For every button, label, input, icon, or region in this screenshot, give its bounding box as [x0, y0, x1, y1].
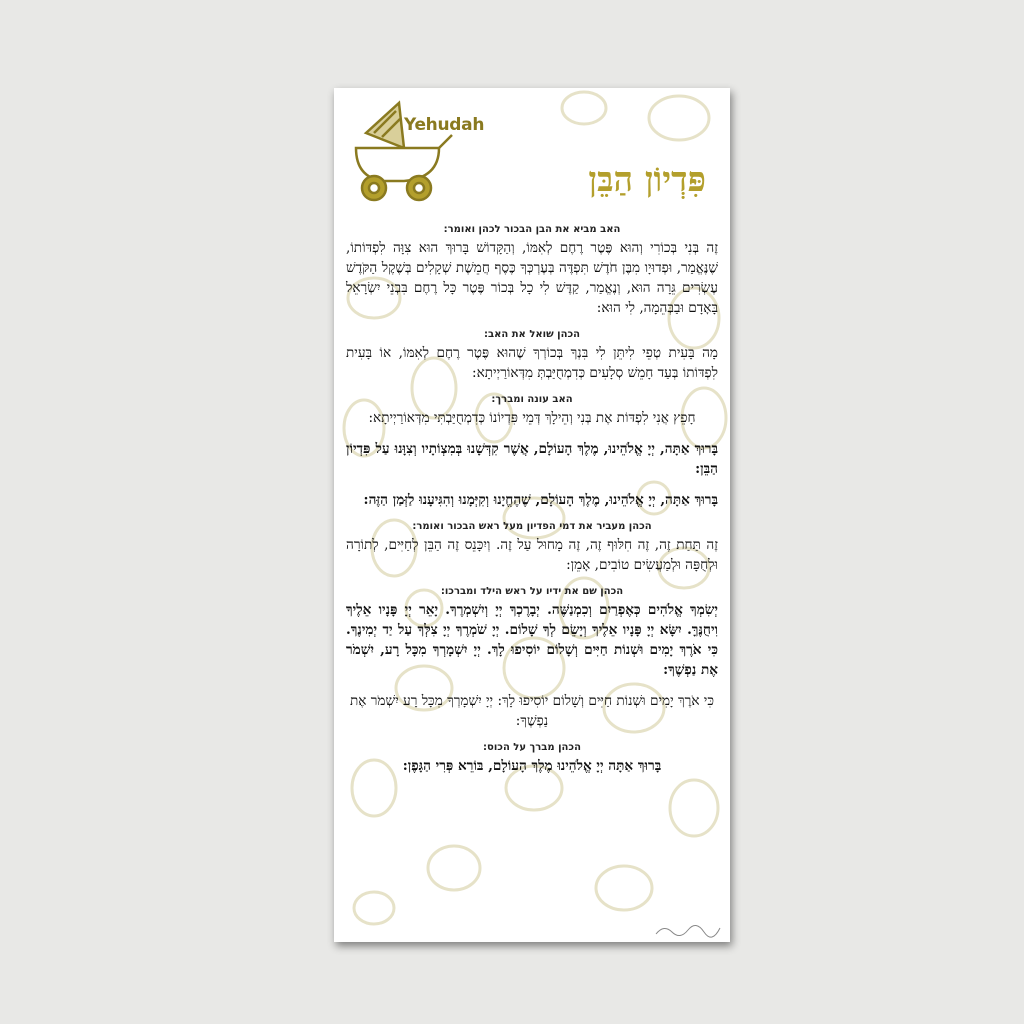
- baby-carriage-icon: [344, 93, 454, 203]
- page-title: פִּדְיוֹן הַבֵּן: [588, 160, 706, 200]
- instruction-label: הכהן שואל את האב:: [484, 329, 580, 340]
- ceremony-text: [346, 224, 718, 787]
- bris-card: [334, 88, 730, 942]
- card-header: [334, 88, 730, 218]
- blessing-text: בָּרוּךְ אַתָּה, יְיָ אֱלֹהֵינוּ, מֶלֶךְ הָעוֹלָם, אֲשֶׁר קִדְּשָׁנוּ בְּמִצְוֹתָיו וְצִוָּנוּ עַל פִּדְיוֹן הַבֵּן:: [346, 441, 718, 477]
- brand-name: Yehudah: [404, 115, 485, 135]
- instruction-label: האב עונה ומברך:: [491, 394, 573, 405]
- instruction-label: הכהן מעביר את דמי הפדיון מעל ראש הבכור ואומר:: [412, 521, 652, 532]
- designer-logo: [654, 922, 724, 938]
- blessing-text: מָה בָּעִית טְפֵי לִיתֵּן לִי בִּנְךָ בְּכוֹרְךָ שֶׁהוּא פֶּטֶר רֶחֶם לְאִמּוֹ, אוֹ בָּעִית לִפְדּוֹתוֹ בְּעַד חָמֵשׁ סְלָעִים כְּדִמְחֻיַּבְתְּ מִדְּאוֹרַיְיתָא:: [346, 345, 718, 381]
- instruction-label: האב מביא את הבן הבכור לכהן ואומר:: [443, 224, 621, 235]
- blessing-text: יְשִׂמְךָ אֱלֹהִים כְּאֶפְרַיִם וְכִמְנַשֶּׁה. יְבָרֶכְךָ יְיָ וְיִשְׁמְרֶךָ. יָאֵר יְיָ פָּנָיו אֵלֶיךָ וִיחֻנֶּךָּ. יִשָּׂא יְיָ פָּנָיו אֵלֶיךָ וְיָשֵׂם לְךָ שָׁלוֹם. יְיָ שֹׁמְרֶךָ יְיָ צִלְּךָ עַל יַד יְמִינֶךָ. כִּי אֹרֶךְ יָמִים וּשְׁנוֹת חַיִּים וְשָׁלוֹם יוֹסִיפוּ לָךְ. יְיָ יִשְׁמָרְךָ מִכָּל רָע, יִשְׁמֹר אֶת נַפְשֶׁךָ:: [346, 602, 718, 678]
- blessing-text: כִּי אֹרֶךְ יָמִים וּשְׁנוֹת חַיִּים וְשָׁלוֹם יוֹסִיפוּ לָךְ: יְיָ יִשְׁמָרְךָ מִכָּל רָע יִשְׁמֹר אֶת נַפְשֶׁךָ:: [349, 693, 715, 729]
- blessing-text: זֶה בְּנִי בְּכוֹרִי וְהוּא פֶּטֶר רֶחֶם לְאִמּוֹ, וְהַקָּדוֹשׁ בָּרוּךְ הוּא צִוָּה לִפְדּוֹתוֹ, שֶׁנֶּאֱמַר, וּפְדוּיָו מִבֶּן חֹדֶשׁ תִּפְדֶּה בְּעֶרְכְּךָ כֶּסֶף חֲמֵשֶׁת שְׁקָלִים בְּשֶׁקֶל הַקֹּדֶשׁ עֶשְׂרִים גֵּרָה הוּא, וְנֶאֱמַר, קַדֶּשׁ לִי כָל בְּכוֹר פֶּטֶר כָּל רֶחֶם בִּבְנֵי יִשְׂרָאֵל בָּאָדָם וּבַבְּהֵמָה, לִי הוּא:: [346, 240, 718, 316]
- instruction-label: הכהן מברך על הכוס:: [483, 742, 581, 753]
- blessing-text: בָּרוּךְ אַתָּה יְיָ אֱלֹהֵינוּ מֶלֶךְ הָעוֹלָם, בּוֹרֵא פְּרִי הַגָּפֶן:: [402, 758, 662, 774]
- blessing-text: זֶה תַּחַת זֶה, זֶה חִלּוּף זֶה, זֶה מָחוּל עַל זֶה. וְיִכָּנֵס זֶה הַבֵּן לְחַיִּים, לְתוֹרָה וּלְחֻפָּה וּלְמַעֲשִׂים טוֹבִים, אָמֵן:: [346, 537, 718, 573]
- instruction-label: הכהן שם את ידיו על ראש הילד ומברכו:: [440, 586, 624, 597]
- blessing-text: בָּרוּךְ אַתָּה, יְיָ אֱלֹהֵינוּ, מֶלֶךְ הָעוֹלָם, שֶׁהֶחֱיָנוּ וְקִיְּמָנוּ וְהִגִּיעָנוּ לַזְּמַן הַזֶּה:: [363, 492, 718, 508]
- blessing-text: חָפֵץ אֲנִי לִפְדּוֹת אֶת בְּנִי וְהֵילָךְ דְּמֵי פִּדְיוֹנוֹ כְּדִמְחֻיַּבְתִּי מִדְּאוֹרַיְיתָא:: [368, 410, 696, 426]
